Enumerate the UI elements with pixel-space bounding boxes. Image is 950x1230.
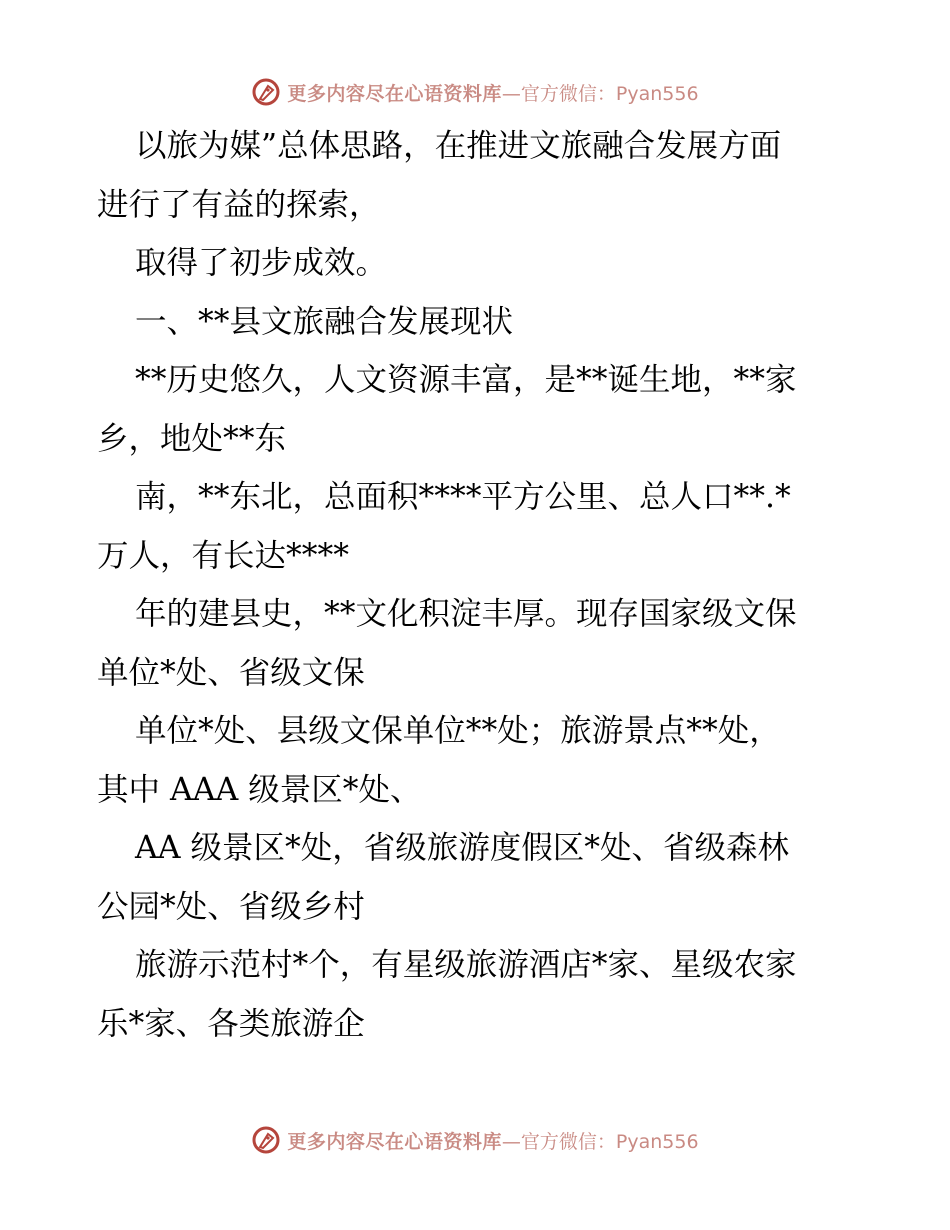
text-line: 单位*处、县级文保单位**处；旅游景点**处， bbox=[135, 713, 781, 749]
text-line: 乐*家、各类旅游企 bbox=[97, 1005, 365, 1042]
text-line: 万人，有长达**** bbox=[97, 537, 350, 574]
text-line: 公园*处、省级乡村 bbox=[97, 888, 365, 925]
header-watermark-banner bbox=[0, 72, 950, 112]
text-line: 年的建县史，**文化积淀丰厚。现存国家级文保 bbox=[135, 596, 797, 632]
pen-nib-in-circle-icon bbox=[251, 1125, 281, 1155]
watermark-wechat-text: —官方微信：Pyan556 bbox=[501, 1130, 699, 1153]
text-line: 取得了初步成效。 bbox=[135, 245, 388, 281]
text-line: 其中 AAA 级景区*处、 bbox=[97, 771, 422, 808]
section-heading: 一、**县文旅融合发展现状 bbox=[135, 303, 514, 340]
footer-watermark-banner bbox=[0, 1120, 950, 1160]
text-line: 进行了有益的探索， bbox=[97, 186, 381, 223]
text-line: 南，**东北，总面积****平方公里、总人口**.* bbox=[135, 479, 791, 515]
text-line: 旅游示范村*个，有星级旅游酒店*家、星级农家 bbox=[135, 947, 797, 983]
watermark-brand-text: 更多内容尽在心语资料库 bbox=[287, 82, 502, 105]
text-line: **历史悠久，人文资源丰富，是**诞生地，**家 bbox=[135, 362, 797, 398]
document-body bbox=[97, 117, 857, 1053]
text-line: 以旅为媒”总体思路，在推进文旅融合发展方面 bbox=[135, 128, 782, 164]
text-line: AA 级景区*处，省级旅游度假区*处、省级森林 bbox=[135, 830, 790, 866]
watermark-brand-text: 更多内容尽在心语资料库 bbox=[287, 1130, 502, 1153]
pen-nib-in-circle-icon bbox=[251, 77, 281, 107]
watermark-wechat-text: —官方微信：Pyan556 bbox=[501, 82, 699, 105]
text-line: 乡，地处**东 bbox=[97, 420, 287, 457]
text-line: 单位*处、省级文保 bbox=[97, 654, 365, 691]
